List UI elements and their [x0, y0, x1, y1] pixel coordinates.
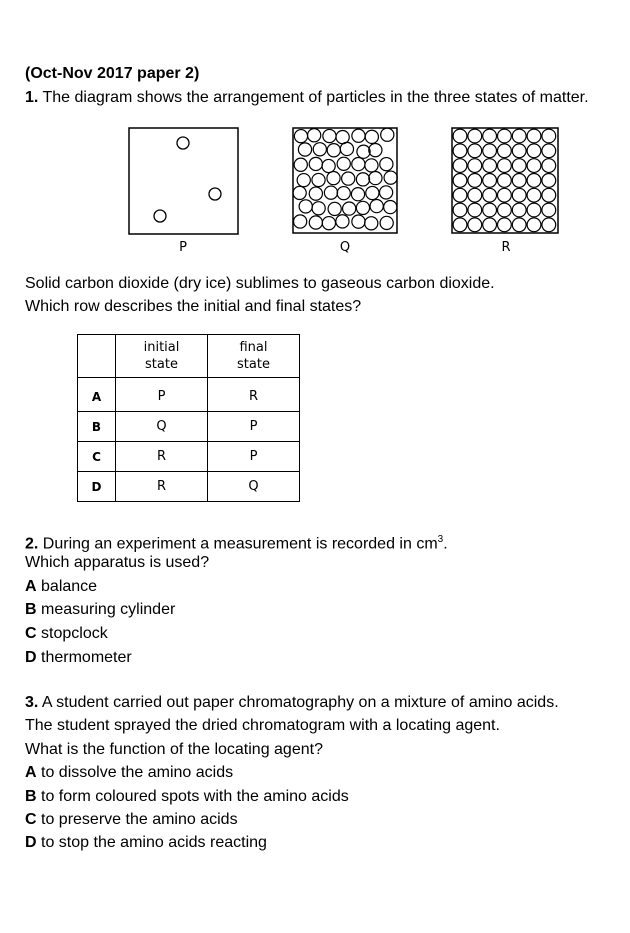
liquid-particle: [381, 128, 394, 141]
liquid-particle: [365, 217, 378, 230]
liquid-particle: [337, 157, 350, 170]
figure-label-r: R: [501, 240, 511, 255]
solid-particle: [483, 129, 497, 143]
row-letter: D: [78, 472, 116, 502]
liquid-particle: [365, 130, 378, 143]
solid-particle: [512, 174, 526, 188]
table-header-row: [78, 335, 300, 378]
liquid-particle: [323, 129, 336, 142]
solid-particle: [483, 159, 497, 173]
solid-particle: [468, 203, 482, 217]
row-letter: C: [78, 442, 116, 472]
liquid-particle: [336, 215, 349, 228]
solid-particle: [527, 203, 541, 217]
table-row: [78, 412, 300, 442]
q1-stem: The diagram shows the arrangement of particles in the three states of matter.: [42, 89, 589, 106]
solid-particle: [527, 174, 541, 188]
answer-table: [77, 334, 300, 502]
solid-particle: [468, 174, 482, 188]
liquid-particle: [357, 145, 370, 158]
liquid-particle: [380, 216, 393, 229]
solid-particle: [468, 129, 482, 143]
figure-q-liquid: [292, 127, 398, 234]
solid-particle: [512, 188, 526, 202]
liquid-particle: [327, 144, 340, 157]
liquid-particle: [327, 172, 340, 185]
solid-particle: [527, 159, 541, 173]
q2-option-c: C stopclock: [25, 625, 108, 642]
liquid-particle: [337, 187, 350, 200]
solid-particle: [542, 129, 556, 143]
table-header-final: final state: [208, 335, 300, 378]
solid-particle: [483, 203, 497, 217]
liquid-particle: [380, 158, 393, 171]
gas-particle: [177, 137, 189, 149]
paper-title: (Oct-Nov 2017 paper 2): [25, 65, 200, 82]
figure-label-q: Q: [339, 240, 351, 255]
table-row: [78, 378, 300, 412]
solid-particle: [498, 129, 512, 143]
solid-particle: [453, 129, 467, 143]
solid-particle: [468, 218, 482, 232]
solid-particle: [468, 188, 482, 202]
q2-question: Which apparatus is used?: [25, 554, 210, 571]
liquid-particle: [352, 157, 365, 170]
table-row: [78, 472, 300, 502]
q1-line1: Solid carbon dioxide (dry ice) sublimes to gaseous carbon dioxide.: [25, 275, 495, 292]
liquid-particle: [293, 186, 306, 199]
figure-r-solid: [451, 127, 559, 234]
row-final: P: [208, 412, 300, 442]
liquid-particle: [352, 215, 365, 228]
liquid-particle: [365, 159, 378, 172]
solid-particle: [483, 188, 497, 202]
solid-particle: [453, 203, 467, 217]
solid-particle: [527, 129, 541, 143]
liquid-particle: [297, 174, 310, 187]
table-header-initial: initial state: [116, 335, 208, 378]
liquid-particle: [313, 143, 326, 156]
solid-particle: [498, 144, 512, 158]
solid-particle: [483, 218, 497, 232]
solid-particle: [483, 144, 497, 158]
liquid-particle: [328, 202, 341, 215]
gas-particle: [209, 188, 221, 200]
solid-particle: [453, 218, 467, 232]
solid-particle: [527, 218, 541, 232]
solid-particle: [542, 144, 556, 158]
liquid-particle: [384, 171, 397, 184]
q3-question: What is the function of the locating agent?: [25, 741, 323, 758]
solid-particle: [453, 188, 467, 202]
row-letter: B: [78, 412, 116, 442]
liquid-particle: [384, 200, 397, 213]
liquid-particle: [369, 171, 382, 184]
liquid-particle: [309, 216, 322, 229]
row-initial: R: [116, 472, 208, 502]
row-final: Q: [208, 472, 300, 502]
solid-particle: [512, 129, 526, 143]
solid-particle: [512, 144, 526, 158]
liquid-particle: [312, 202, 325, 215]
q2-stem-line: [25, 530, 448, 554]
solid-particle: [498, 174, 512, 188]
figure-p-gas: [128, 127, 239, 235]
liquid-particle: [351, 188, 364, 201]
row-final: P: [208, 442, 300, 472]
liquid-particle: [294, 158, 307, 171]
solid-particle: [468, 159, 482, 173]
liquid-particle: [356, 201, 369, 214]
liquid-particle: [340, 142, 353, 155]
liquid-particle: [352, 129, 365, 142]
liquid-particle: [294, 130, 307, 143]
solid-particle: [542, 174, 556, 188]
solid-particle: [542, 159, 556, 173]
q1-number: 1.: [25, 89, 39, 106]
solid-particle: [542, 203, 556, 217]
q3-line2: The student sprayed the dried chromatogram with a locating agent.: [25, 717, 500, 734]
q2-option-a: A balance: [25, 578, 98, 595]
liquid-particle: [322, 159, 335, 172]
solid-particle: [453, 174, 467, 188]
q2-option-d: D thermometer: [25, 649, 132, 666]
liquid-particle: [369, 144, 382, 157]
liquid-particle: [312, 173, 325, 186]
q3-number: 3.: [25, 694, 39, 711]
liquid-particle: [309, 187, 322, 200]
q3-stem-line: [25, 693, 559, 713]
liquid-particle: [342, 172, 355, 185]
liquid-particle: [356, 173, 369, 186]
solid-particle: [498, 218, 512, 232]
liquid-particle: [294, 215, 307, 228]
solid-particle: [468, 144, 482, 158]
solid-particle: [542, 218, 556, 232]
gas-particle: [154, 210, 166, 222]
solid-particle: [512, 218, 526, 232]
solid-particle: [453, 144, 467, 158]
liquid-particle: [336, 131, 349, 144]
q1-line2: Which row describes the initial and final states?: [25, 298, 362, 315]
liquid-particle: [299, 200, 312, 213]
q2-stem-end: .: [443, 535, 448, 553]
liquid-particle: [322, 217, 335, 230]
solid-particle: [498, 159, 512, 173]
solid-particle: [498, 203, 512, 217]
liquid-particle: [379, 186, 392, 199]
figure-label-p: P: [179, 240, 187, 255]
liquid-particle: [324, 186, 337, 199]
row-final: R: [208, 378, 300, 412]
q2-option-b: B measuring cylinder: [25, 601, 176, 618]
solid-particle: [498, 188, 512, 202]
q1-stem-line: [25, 88, 589, 108]
liquid-particle: [308, 129, 321, 142]
q2-superscript: 3: [437, 534, 444, 545]
q3-option-b: B to form coloured spots with the amino acids: [25, 788, 349, 805]
q3-option-c: C to preserve the amino acids: [25, 811, 238, 828]
solid-particle: [453, 159, 467, 173]
solid-particle: [512, 159, 526, 173]
row-initial: P: [116, 378, 208, 412]
solid-particle: [483, 174, 497, 188]
table-header-blank: [78, 335, 116, 378]
row-letter: A: [78, 378, 116, 412]
solid-particle: [512, 203, 526, 217]
liquid-particle: [366, 186, 379, 199]
solid-particle: [527, 144, 541, 158]
q3-option-a: A to dissolve the amino acids: [25, 764, 234, 781]
row-initial: Q: [116, 412, 208, 442]
table-row: [78, 442, 300, 472]
liquid-particle: [298, 143, 311, 156]
solid-particle: [527, 188, 541, 202]
liquid-particle: [309, 157, 322, 170]
row-initial: R: [116, 442, 208, 472]
q3-option-d: D to stop the amino acids reacting: [25, 834, 267, 851]
q2-number: 2.: [25, 535, 39, 553]
q3-stem: A student carried out paper chromatography on a mixture of amino acids.: [41, 694, 559, 711]
q2-stem: During an experiment a measurement is recorded in cm: [42, 535, 438, 553]
solid-particle: [542, 188, 556, 202]
liquid-particle: [370, 199, 383, 212]
liquid-particle: [343, 202, 356, 215]
